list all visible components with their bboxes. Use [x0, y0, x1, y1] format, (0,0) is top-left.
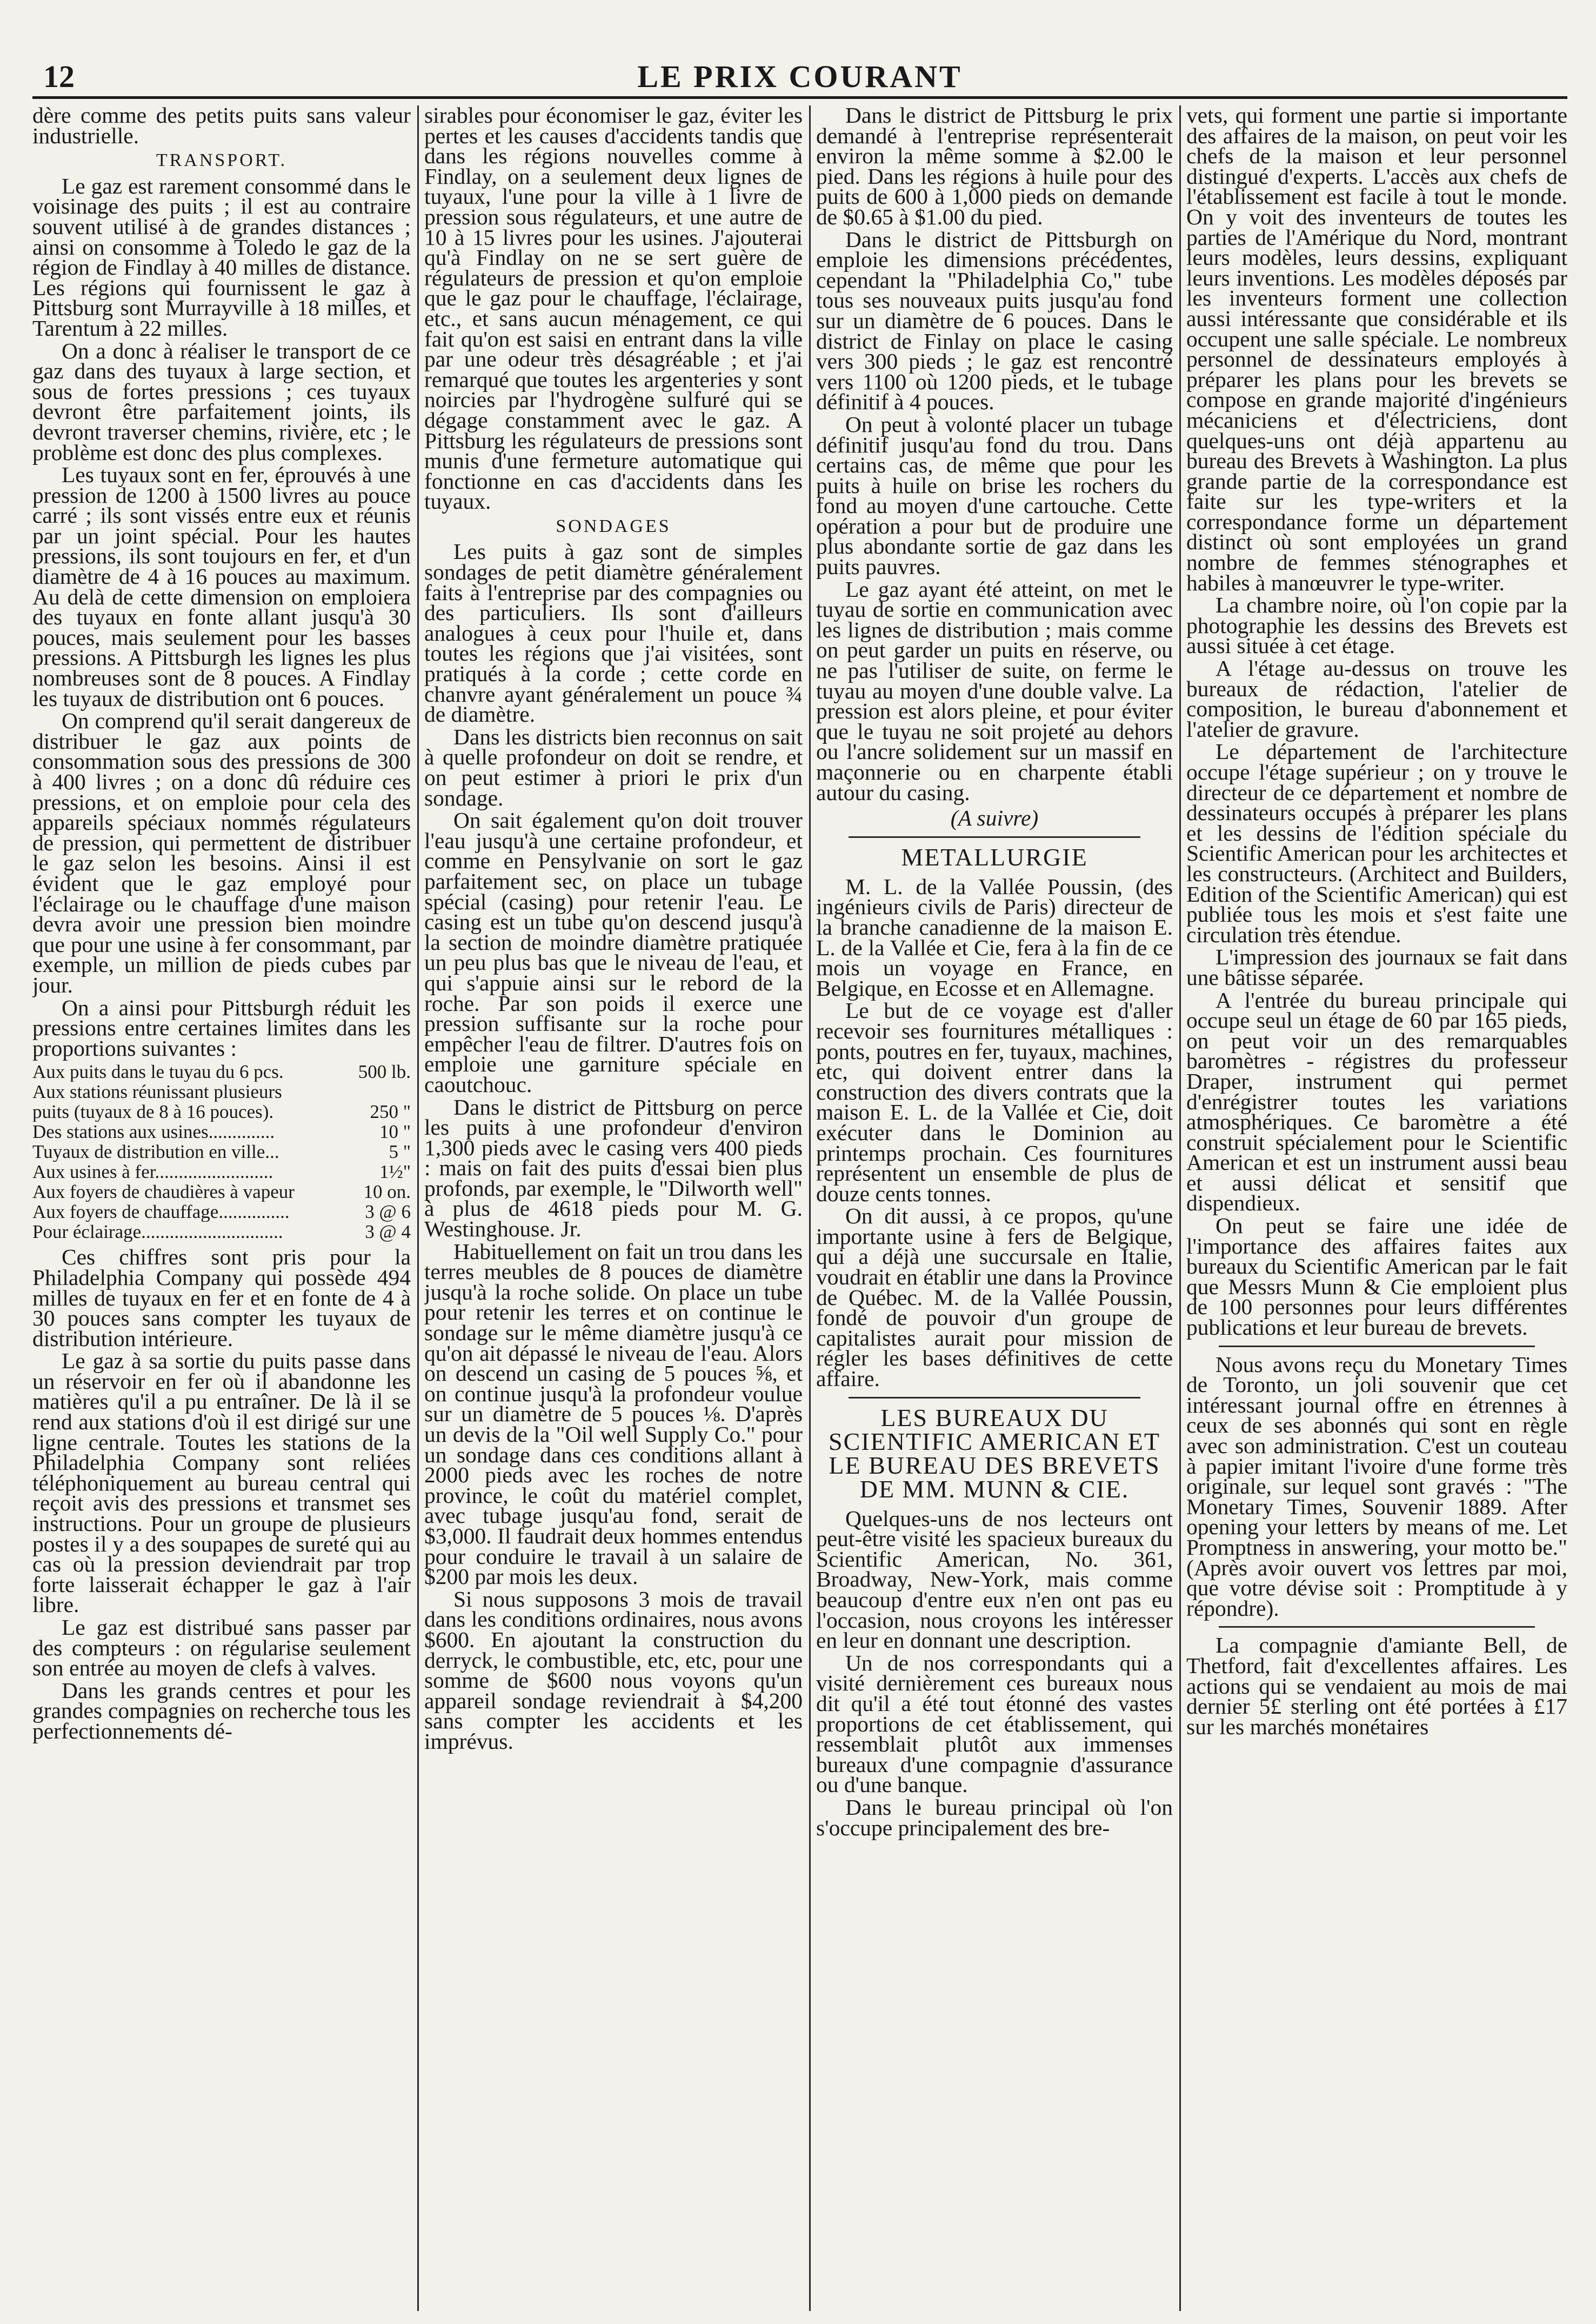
paragraph: L'impression des journaux se fait dans une bâtisse séparée.: [1186, 944, 1567, 990]
paragraph: On a ainsi pour Pittsburgh réduit les pressions entre certaines limites dans les proportions suivantes :: [32, 995, 411, 1061]
paragraph: A l'étage au-dessus on trouve les bureaux de rédaction, l'atelier de composition, le bureau d'abonnement et l'atelier de gravure.: [1186, 656, 1567, 742]
page-number: 12: [43, 59, 75, 94]
paragraph: On a donc à réaliser le transport de ce gaz dans des tuyaux à large section, et sous de fortes pressions ; ces tuyaux devront être parfaitement joints, ils devront traverser chemins, rivière, etc ; le problème est donc des plus complexes.: [32, 338, 411, 465]
paragraph: dère comme des petits puits sans valeur industrielle.: [32, 105, 411, 148]
paragraph: Dans les grands centres et pour les grandes compagnies on recherche tous les perfectionnements dé-: [32, 1677, 411, 1743]
table-row: Aux usines à fer......................... 1½": [32, 1161, 411, 1183]
paragraph: Quelques-uns de nos lecteurs ont peut-être visité les spacieux bureaux du Scientific American, No. 361, Broadway, New-York, mais comme beaucoup d'entre eux n'en ont pas eu l'occasion, nous croyons les intéresser en leur en donnant une description.: [816, 1506, 1173, 1653]
paragraph: Le but de ce voyage est d'aller recevoir ses fournitures métalliques : ponts, poutres en fer, tuyaux, machines, etc, qui doivent entrer dans la construction des divers contrats que la maison E. L. de la Vallée et Cie, doit exécuter dans le Dominion au printemps prochain. Ces fournitures représentent un ensemble de plus de douze cents tonnes.: [816, 998, 1173, 1206]
paragraph: Nous avons reçu du Monetary Times de Toronto, un joli souvenir que cet intéressant journal offre en étrennes à ceux de ses abonnés qui sont en règle avec son administration. C'est un couteau à papier imitant l'ivoire d'une forme très originale, sur lequel sont gravés : "The Monetary Times, Souvenir 1889. After opening your letters by means of me. Let Promptness in answering, your motto be." (Après avoir ouvert vos lettres par moi, que votre dévise soit : Promptitude à y répondre).: [1186, 1351, 1567, 1621]
paragraph: La compagnie d'amiante Bell, de Thetford, fait d'excellentes affaires. Les actions qui se vendaient au mois de mai dernier 5£ sterling ont été portées à £17 sur les marchés monétaires: [1186, 1633, 1567, 1739]
paragraph: Habituellement on fait un trou dans les terres meubles de 8 pouces de diamètre jusqu'à la roche solide. On place un tube pour retenir les terres et on continue le sondage sur le même diamètre jusqu'à ce qu'on ait dépassé le niveau de l'eau. Alors on descend un casing de 5 pouces ⅝, et on continue jusqu'à la profondeur voulue sur un diamètre de 5 pouces ⅛. D'après un devis de la "Oil well Supply Co." pour un sondage dans ces conditions allant à 2000 pieds avec les roches de notre province, le coût du matériel complet, avec tubage jusqu'au fond, serait de $3,000. Il faudrait deux hommes entendus pour conduire le travail à un salaire de $200 par mois les deux.: [424, 1238, 803, 1589]
column-divider: [1179, 105, 1181, 2311]
section-divider: [849, 836, 1140, 838]
paragraph: On peut à volonté placer un tubage définitif jusqu'au fond du trou. Dans certains cas, de même que pour les puits à huile on brise les rochers du fond au moyen d'une cartouche. Cette opération a pour but de produire une plus abondante sortie de gaz dans les puits pauvres.: [816, 411, 1173, 580]
table-row: Aux stations réunissant plusieurs: [32, 1082, 282, 1102]
paragraph: Le département de l'architecture occupe l'étage supérieur ; on y trouve le directeur de ce département et nombre de dessinateurs occupés à préparer les plans et les dessins de l'édition spéciale du Scientific American pour les architectes et les constructeurs. (Architect and Builders, Edition of the Scientific American) qui est publiée tous les mois et s'est faite une circulation très étendue.: [1186, 739, 1567, 947]
paragraph: vets, qui forment une partie si importante des affaires de la maison, on peut voir les chefs de la maison et leur personnel distingué d'experts. L'accès aux chefs de l'établissement est facile à tout le monde. On y voit des inventeurs de toutes les parties de l'Amérique du Nord, montrant leurs modèles, leurs dessins, expliquant leurs inventions. Les modèles déposés par les inventeurs forment une collection aussi intéressante que considérable et ils occupent une salle spéciale. Le nombreux personnel de dessinateurs employés à préparer les plans pour les brevets se compose en grande majorité d'ingénieurs mécaniciens et d'électriciens, dont quelques-uns ont déjà appartenu au bureau des Brevets à Washington. La plus grande partie de la correspondance est faite sur les type-writers et la correspondance forme un département distinct où sont employées un grand nombre de femmes sténographes et habiles à manœuvrer le type-writer.: [1186, 105, 1567, 595]
section-heading-bureaux: LES BUREAUX DU SCIENTIFIC AMERICAN ET LE BUREAU DES BREVETS DE MM. MUNN & CIE.: [829, 1403, 1160, 1503]
section-divider: [849, 1397, 1140, 1399]
paragraph: Le gaz à sa sortie du puits passe dans un réservoir en fer où il abandonne les matières qu'il a pu entraîner. De là il se rend aux stations d'où il est dirigé sur une ligne centrale. Toutes les stations de la Philadelphia Company sont reliées téléphoniquement au bureau central qui reçoit avis des pressions et transmet ses instructions. Pour un groupe de plusieurs postes il y a des soupapes de sureté qui au cas où la pression deviendrait par trop forte laisserait échapper le gaz à l'air libre.: [32, 1348, 411, 1617]
paragraph: On comprend qu'il serait dangereux de distribuer le gaz aux points de consommation sous des pressions de 300 à 400 livres ; on a donc dû réduire ces pressions, et on emploie pour cela des appareils spéciaux nommés régulateurs de pression, qui permettent de distribuer le gaz selon les besoins. Ainsi il est évident que le gaz employé pour l'éclairage ou le chauffage d'une maison devra avoir une pression bien moindre que pour une usine à fer consommant, par exemple, un million de pieds cubes par jour.: [32, 708, 411, 997]
section-heading-transport: TRANSPORT.: [156, 150, 288, 171]
paragraph: Un de nos correspondants qui a visité dernièrement ces bureaux nous dit qu'il a été tout étonné des vastes proportions de cet établissement, qui ressemblait plutôt aux immenses bureaux d'une compagnie d'assurance ou d'une banque.: [816, 1650, 1173, 1797]
table-row: Tuyaux de distribution en ville... 5 ": [32, 1141, 411, 1163]
table-row: Aux puits dans le tuyau du 6 pcs. 500 lb.: [32, 1061, 411, 1083]
section-heading-metallurgie: METALLURGIE: [901, 843, 1088, 871]
table-row: Pour éclairage.............................. 3 @ 4: [32, 1221, 411, 1243]
table-row: Des stations aux usines.............. 10 ": [32, 1121, 411, 1143]
table-row: Aux foyers de chaudières à vapeur 10 on.: [32, 1181, 411, 1203]
paragraph: Dans le district de Pittsburg le prix demandé à l'entreprise représenterait environ la même somme à $2.00 le pied. Dans les régions à huile pour des puits de 600 à 1,000 pieds on demande de $0.65 à $1.00 du pied.: [816, 105, 1173, 229]
paragraph: M. L. de la Vallée Poussin, (des ingénieurs civils de Paris) directeur de la branche canadienne de la maison E. L. de la Vallée et Cie, fera à la fin de ce mois un voyage en France, en Belgique, en Ecosse et en Allemagne.: [816, 874, 1173, 1001]
page-header: [32, 54, 1567, 97]
paragraph: Dans le district de Pittsburgh on emploie les dimensions précédentes, cependant la "Philadelphia Co," tube tous ses nouveaux puits jusqu'au fond sur un diamètre de 6 pouces. Dans le district de Finlay on place le casing vers 300 pieds ; le gaz est rencontré vers 1100 où 1200 pieds, et le tubage définitif à 4 pouces.: [816, 227, 1173, 415]
header-rule: [32, 96, 1567, 99]
paragraph: La chambre noire, où l'on copie par la photographie les dessins des Brevets est aussi située à cet étage.: [1186, 592, 1567, 658]
table-row: puits (tuyaux de 8 à 16 pouces). 250 ": [32, 1101, 411, 1123]
column-divider: [417, 105, 419, 2311]
page-title: LE PRIX COURANT: [637, 59, 963, 94]
paragraph: sirables pour économiser le gaz, éviter les pertes et les causes d'accidents tandis que dans les régions nouvelles comme à Findlay, on a seulement deux lignes de tuyaux, l'une pour la ville à 1 livre de pression sous régulateurs, et une autre de 10 à 15 livres pour les usines. J'ajouterai qu'à Findlay on ne se sert guère de régulateurs de pression et qu'on emploie que le gaz pour le chauffage, l'éclairage, etc., et sans aucun ménagement, ce qui fait qu'on est saisi en entrant dans la ville par une odeur très désagréable ; et j'ai remarqué que toutes les argenteries y sont noircies par l'hydrogène sulfuré qui se dégage constamment avec le gaz. A Pittsburg les régulateurs de pressions sont munis d'une fermeture automatique qui fonctionne en cas d'accidents dans les tuyaux.: [424, 105, 803, 514]
paragraph: On sait également qu'on doit trouver l'eau jusqu'à une certaine profondeur, et comme en Pensylvanie on sort le gaz parfaitement sec, on place un tubage spécial (casing) pour retenir l'eau. Le casing est un tube qu'on descend jusqu'à la section de moindre diamètre pratiquée un peu plus bas que le niveau de l'eau, et qui s'appuie ainsi sur le rebord de la roche. Par son poids il exerce une pression suffisante sur la roche pour empêcher l'eau de filtrer. D'autres fois on emploie une garniture spéciale en caoutchouc.: [424, 808, 803, 1097]
paragraph: Ces chiffres sont pris pour la Philadelphia Company qui possède 494 milles de tuyaux en fer et en fonte de 4 à 30 pouces sans compter les tuyaux de distribution intérieure.: [32, 1244, 411, 1351]
paragraph: Le gaz est distribué sans passer par des compteurs : on régularise seulement son entrée au moyen de clefs à valves.: [32, 1615, 411, 1681]
paragraph: Le gaz est rarement consommé dans le voisinage des puits ; il est au contraire souvent utilisé à de grandes distances ; ainsi on consomme à Toledo le gaz de la région de Findlay à 40 milles de distance. Les régions qui fournissent le gaz à Pittsburg sont Murrayville à 18 milles, et Tarentum à 22 milles.: [32, 173, 411, 341]
column-1: [32, 105, 411, 2311]
paragraph: Les tuyaux sont en fer, éprouvés à une pression de 1200 à 1500 livres au pouce carré ; ils sont vissés entre eux et réunis par un joint spécial. Pour les hautes pressions, ils sont toujours en fer, et d'un diamètre de 4 à 16 pouces au maximum. Au delà de cette dimension on emploiera des tuyaux en fonte allant jusqu'à 30 pouces, mais seulement pour les basses pressions. A Pittsburgh les lignes les plus nombreuses sont de 8 pouces. A Findlay les tuyaux de distribution ont 6 pouces.: [32, 462, 411, 711]
paragraph: Les puits à gaz sont de simples sondages de petit diamètre généralement faits à l'entreprise par des compagnies ou des particuliers. Ils sont d'ailleurs analogues à ceux pour l'huile et, dans toutes les régions que j'ai visitées, sont pratiqués à la corde ; cette corde en chanvre ayant généralement un pouce ¾ de diamètre.: [424, 539, 803, 727]
to-be-continued: (A suivre): [950, 805, 1039, 831]
column-3: [816, 105, 1173, 2311]
paragraph: Dans le district de Pittsburg on perce les puits à une profondeur d'environ 1,300 pieds avec le casing vers 400 pieds : mais on fait des puits d'essai bien plus profonds, par exemple, le "Dilworth well" à plus de 4618 pieds pour M. G. Westinghouse. Jr.: [424, 1094, 803, 1242]
paragraph: On peut se faire une idée de l'importance des affaires faites aux bureaux du Scientific American par le fait que Messrs Munn & Cie emploient plus de 100 personnes pour leurs différentes publications et leur bureau de brevets.: [1186, 1213, 1567, 1340]
section-divider: [1219, 1626, 1535, 1628]
column-2: [424, 105, 803, 2311]
section-heading-sondages: SONDAGES: [556, 516, 671, 536]
column-divider: [809, 105, 811, 2311]
section-divider: [1219, 1346, 1535, 1347]
paragraph: Dans les districts bien reconnus on sait à quelle profondeur on doit se rendre, et on peut estimer à priori le prix d'un sondage.: [424, 724, 803, 810]
column-4: [1186, 105, 1567, 2311]
paragraph: Si nous supposons 3 mois de travail dans les conditions ordinaires, nous avons $600. En ajoutant la construction du derryck, le combustible, etc, etc, pour une somme de $600 nous voyons qu'un appareil sondage reviendrait à $4,200 sans compter les accidents et les imprévus.: [424, 1586, 803, 1754]
paragraph: A l'entrée du bureau principale qui occupe seul un étage de 60 par 165 pieds, on peut voir un des remarquables baromètres - régistres du professeur Draper, instrument qui permet d'enrégistrer toutes les variations atmosphériques. Ce baromètre a été construit spécialement pour le Scientific American et est un instrument aussi beau et aussi délicat et sensitif que dispendieux.: [1186, 987, 1567, 1216]
paragraph: On dit aussi, à ce propos, qu'une importante usine à fers de Belgique, qui a déjà une succursale en Italie, voudrait en établir une dans la Province de Québec. M. de la Vallée Poussin, fondé de pouvoir d'un groupe de capitalistes aurait pour mission de régler les bases définitives de cette affaire.: [816, 1203, 1173, 1391]
pressure-table: [32, 1062, 411, 1242]
table-row: Aux foyers de chauffage............... 3 @ 6: [32, 1201, 411, 1223]
paragraph: Dans le bureau principal où l'on s'occupe principalement des bre-: [816, 1794, 1173, 1840]
paragraph: Le gaz ayant été atteint, on met le tuyau de sortie en communication avec les lignes de distribution ; mais comme on peut garder un puits en réserve, ou ne pas l'utiliser de suite, on ferme le tuyau au moyen d'une double valve. La pression est alors pleine, et pour éviter que le tuyau ne soit projeté au dehors ou l'ancre solidement sur un massif en maçonnerie ou en charpente établi autour du casing.: [816, 576, 1173, 805]
